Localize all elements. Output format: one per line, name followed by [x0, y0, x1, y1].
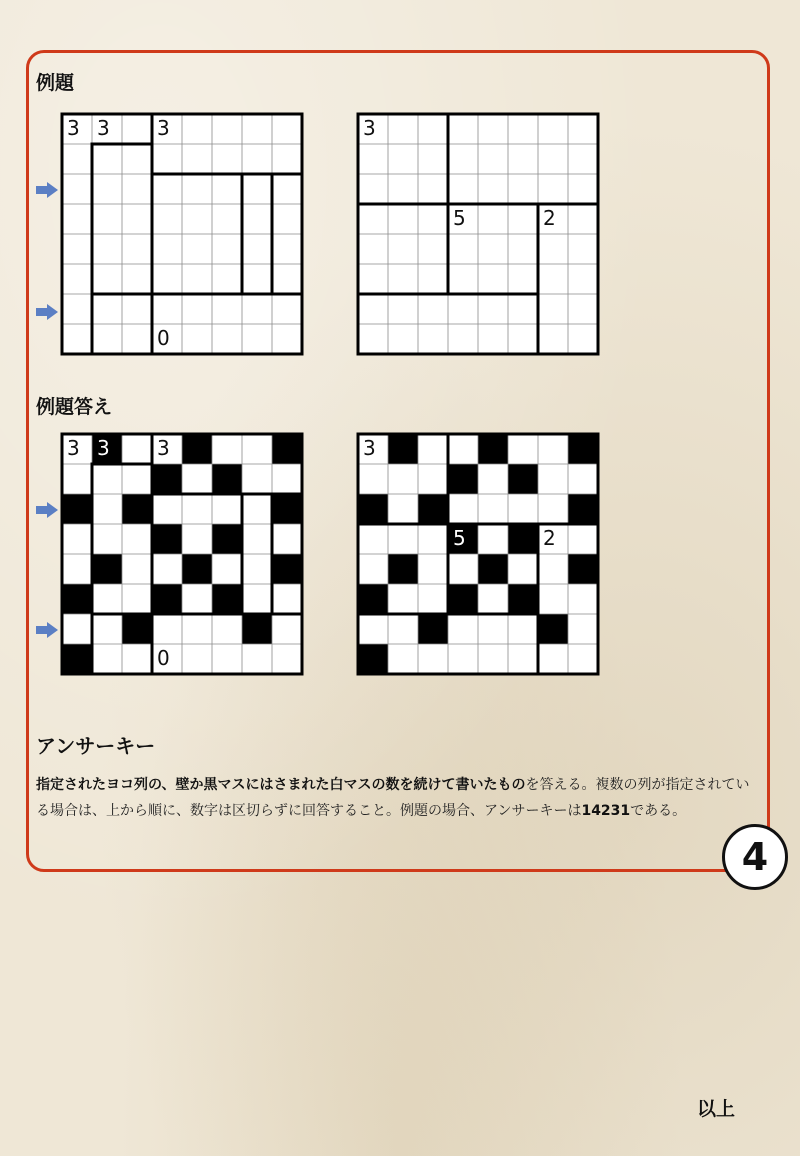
- black-cell: [358, 584, 388, 614]
- black-cell: [242, 614, 272, 644]
- black-cell: [272, 494, 302, 524]
- black-cell: [358, 644, 388, 674]
- arrow-icon: [36, 502, 58, 518]
- black-cell: [272, 434, 302, 464]
- page-number: 4: [722, 824, 788, 890]
- answer-key-value: 14231: [581, 803, 631, 819]
- answer-key-title: アンサーキー: [36, 734, 156, 758]
- arrow-icon: [36, 304, 58, 320]
- black-cell: [152, 584, 182, 614]
- black-cell: [508, 464, 538, 494]
- black-cell: [418, 494, 448, 524]
- black-cell: [358, 494, 388, 524]
- black-cell: [122, 494, 152, 524]
- black-cell: [478, 434, 508, 464]
- black-cell: [388, 554, 418, 584]
- black-cell: [448, 464, 478, 494]
- clue-number: 0: [157, 326, 170, 350]
- answer-key-description: [36, 772, 756, 824]
- example-grid-1: [60, 112, 306, 358]
- answer-heading: 例題答え: [36, 396, 113, 418]
- clue-number: 3: [67, 436, 80, 460]
- example-grid-2: [356, 112, 602, 358]
- example-heading: 例題: [36, 72, 75, 94]
- clue-number: 3: [97, 116, 110, 140]
- answer-grid-2: [356, 432, 602, 678]
- answer-grid-1: [60, 432, 306, 678]
- answer-key-text: を答える。複数の列が指定されている場合は、上から順に、数字は区切らずに回答すること。例題の場合、アンサーキーは: [36, 777, 750, 819]
- black-cell: [212, 584, 242, 614]
- black-cell: [92, 554, 122, 584]
- clue-number: 2: [543, 526, 556, 550]
- clue-number: 5: [453, 206, 466, 230]
- clue-number: 2: [543, 206, 556, 230]
- black-cell: [152, 524, 182, 554]
- black-cell: [568, 494, 598, 524]
- black-cell: [388, 434, 418, 464]
- black-cell: [122, 614, 152, 644]
- clue-number: 3: [157, 436, 170, 460]
- footer-text: 以上: [697, 1098, 736, 1120]
- black-cell: [448, 584, 478, 614]
- arrow-icon: [36, 622, 58, 638]
- black-cell: [568, 434, 598, 464]
- black-cell: [62, 494, 92, 524]
- clue-number: 3: [363, 116, 376, 140]
- black-cell: [212, 524, 242, 554]
- black-cell: [152, 464, 182, 494]
- black-cell: [272, 554, 302, 584]
- black-cell: [182, 434, 212, 464]
- arrow-icon: [36, 182, 58, 198]
- black-cell: [538, 614, 568, 644]
- black-cell: [62, 584, 92, 614]
- answer-key-end: である。: [630, 803, 687, 819]
- black-cell: [478, 554, 508, 584]
- clue-number: 3: [67, 116, 80, 140]
- clue-number: 0: [157, 646, 170, 670]
- black-cell: [62, 644, 92, 674]
- clue-number: 3: [97, 436, 110, 460]
- black-cell: [508, 524, 538, 554]
- clue-number: 5: [453, 526, 466, 550]
- clue-number: 3: [363, 436, 376, 460]
- answer-key-bold: 指定されたヨコ列の、壁か黒マスにはさまれた白マスの数を続けて書いたもの: [36, 777, 526, 793]
- black-cell: [182, 554, 212, 584]
- black-cell: [212, 464, 242, 494]
- black-cell: [418, 614, 448, 644]
- black-cell: [568, 554, 598, 584]
- black-cell: [508, 584, 538, 614]
- clue-number: 3: [157, 116, 170, 140]
